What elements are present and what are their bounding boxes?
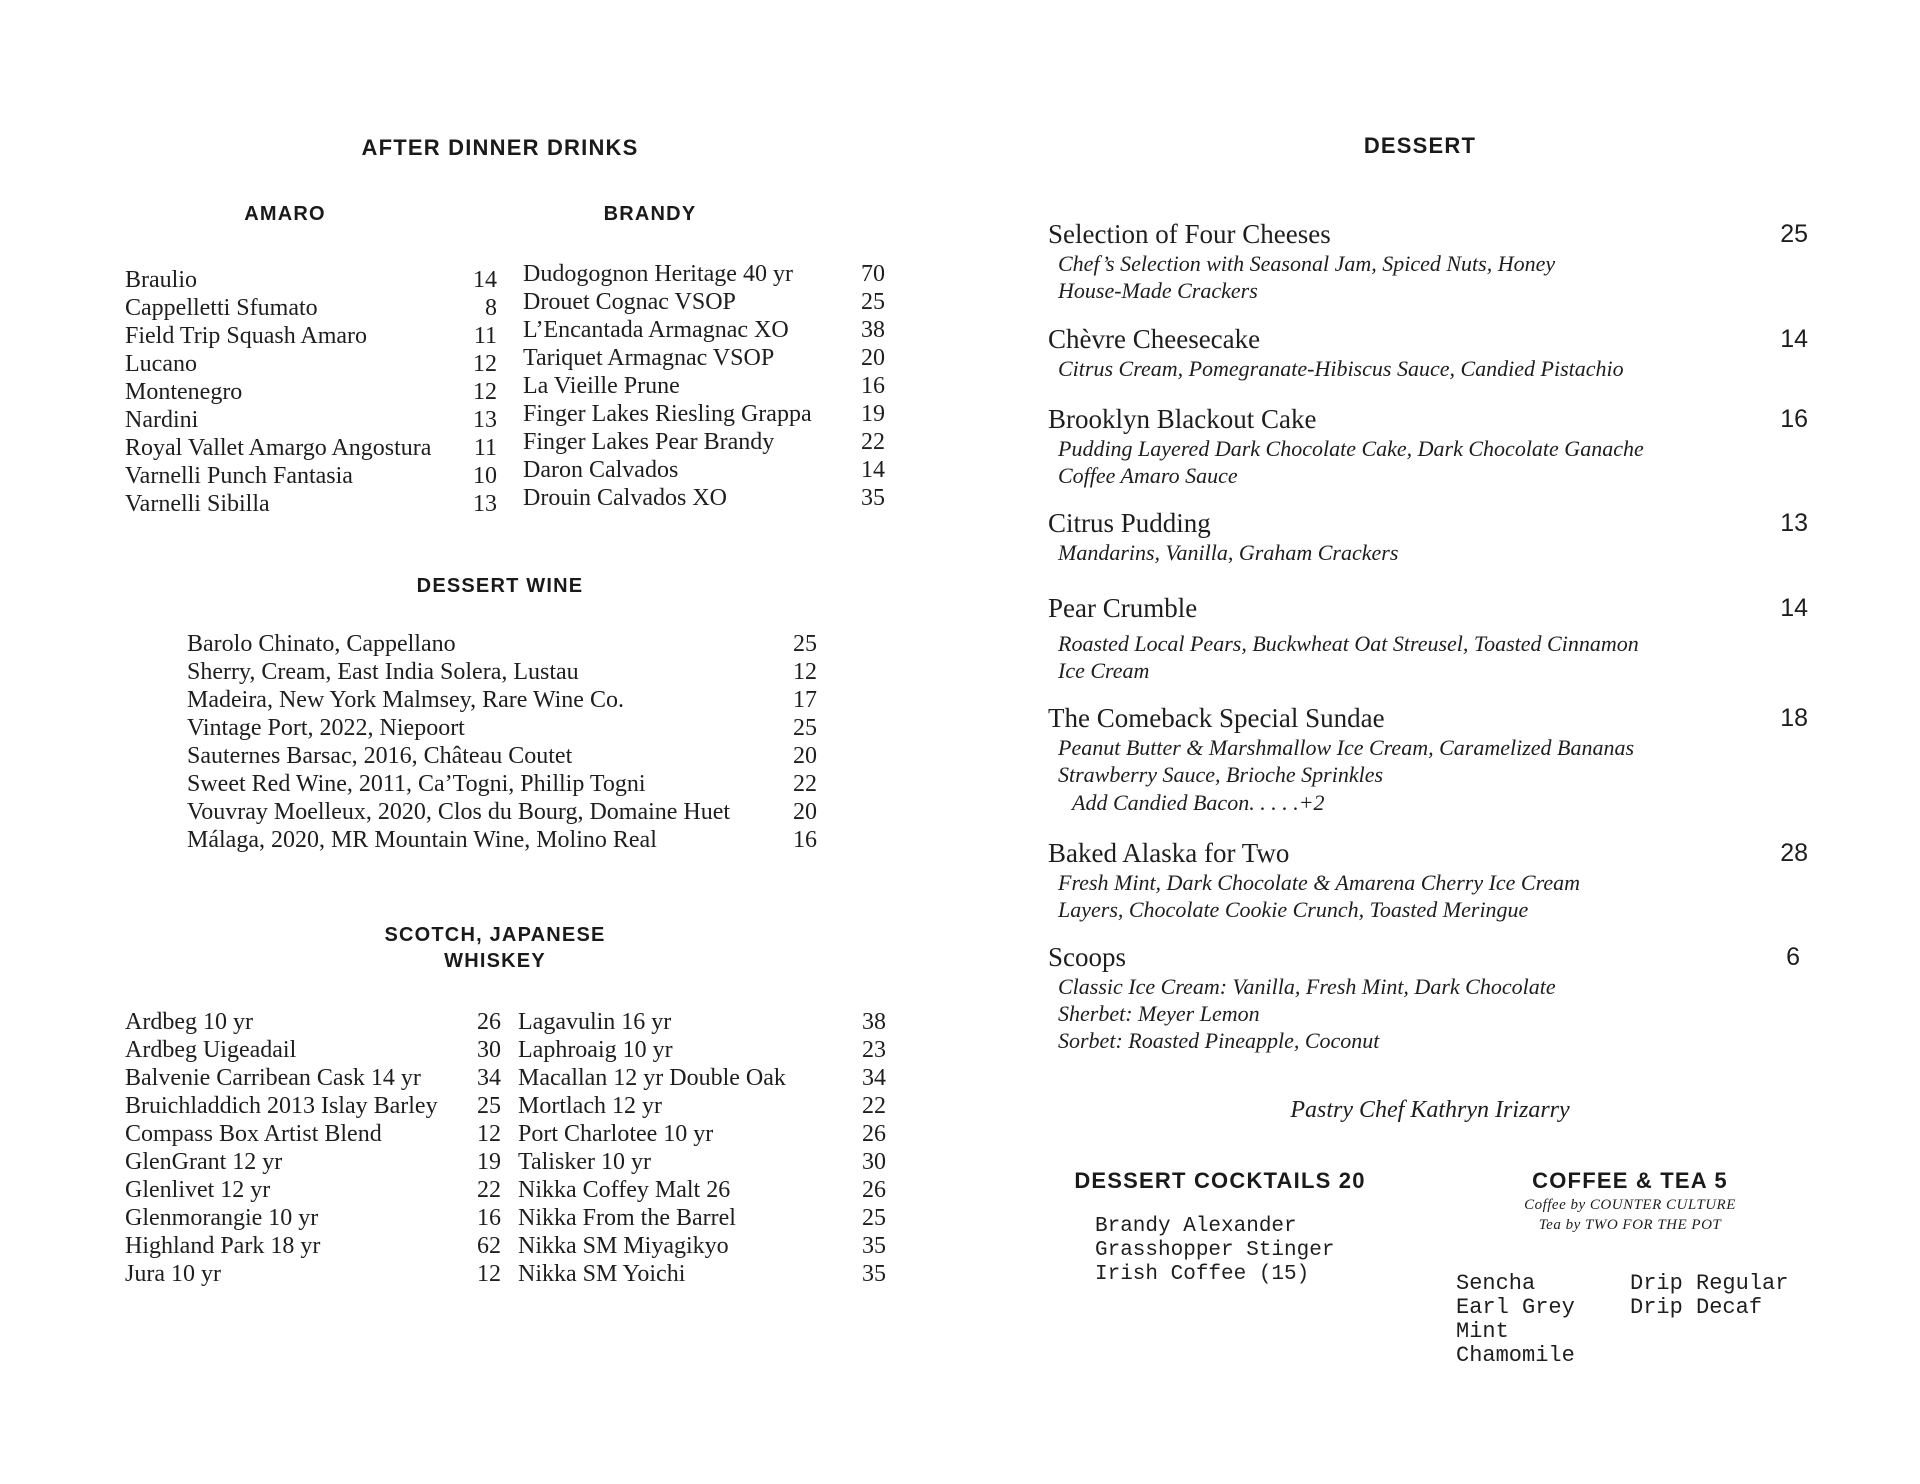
list-item: Ardbeg Uigeadail 30 [125, 1037, 501, 1063]
list-item: Macallan 12 yr Double Oak 34 [518, 1065, 886, 1091]
list-item: Vouvray Moelleux, 2020, Clos du Bourg, Domaine Huet 20 [187, 799, 817, 825]
list-item: Montenegro 12 [125, 379, 497, 405]
list-item: Balvenie Carribean Cask 14 yr 34 [125, 1065, 501, 1091]
dish-comeback-sundae: The Comeback Special Sundae 18 Peanut Butter & Marshmallow Ice Cream, Caramelized Bananas Strawberry Sauce, Brioche Sprinkles Add Candied Bacon. . . . .+2 [1048, 703, 1808, 815]
list-item: Bruichladdich 2013 Islay Barley 25 [125, 1093, 501, 1119]
list-item: L’Encantada Armagnac XO 38 [523, 317, 885, 343]
dessert-wine-list [187, 630, 817, 854]
list-item: Nardini 13 [125, 407, 497, 433]
list-item: Cappelletti Sfumato 8 [125, 295, 497, 321]
amaro-list [125, 266, 497, 518]
list-item: Sencha [1456, 1271, 1536, 1296]
dessert-cocktails-list [1095, 1215, 1334, 1287]
list-item: Nikka SM Yoichi 35 [518, 1261, 886, 1287]
list-item: Nikka SM Miyagikyo 35 [518, 1233, 886, 1259]
list-item: Drouet Cognac VSOP 25 [523, 289, 885, 315]
list-item: Finger Lakes Pear Brandy 22 [523, 429, 885, 455]
list-item: Lagavulin 16 yr 38 [518, 1009, 886, 1035]
list-item: Glenlivet 12 yr 22 [125, 1177, 501, 1203]
list-item: Jura 10 yr 12 [125, 1261, 501, 1287]
dessert-title: DESSERT [1363, 133, 1477, 158]
coffee-tea-heading: COFFEE & TEA 5 [1532, 1168, 1728, 1193]
list-item: Madeira, New York Malmsey, Rare Wine Co. 17 [187, 687, 817, 713]
list-item: La Vieille Prune 16 [523, 373, 885, 399]
dessert-wine-heading: DESSERT WINE [416, 575, 584, 597]
list-item: Lucano 12 [125, 351, 497, 377]
dish-scoops: Scoops 6 Classic Ice Cream: Vanilla, Fresh Mint, Dark Chocolate Sherbet: Meyer Lemon Sorbet: Roasted Pineapple, Coconut [1048, 942, 1800, 1053]
list-item: Sweet Red Wine, 2011, Ca’Togni, Phillip Togni 22 [187, 771, 817, 797]
list-item: Málaga, 2020, MR Mountain Wine, Molino Real 16 [187, 827, 817, 853]
scotch-heading: SCOTCH, JAPANESE WHISKEY [384, 924, 606, 972]
list-item: Compass Box Artist Blend 12 [125, 1121, 501, 1147]
list-item: Royal Vallet Amargo Angostura 11 [125, 435, 497, 461]
list-item: Vintage Port, 2022, Niepoort 25 [187, 715, 817, 741]
brandy-heading: BRANDY [603, 203, 697, 225]
brandy-list [523, 260, 885, 512]
coffee-list [1630, 1272, 1788, 1320]
list-item: Braulio 14 [125, 267, 497, 293]
list-item: Talisker 10 yr 30 [518, 1149, 886, 1175]
after-dinner-drinks-title: AFTER DINNER DRINKS [361, 135, 639, 160]
tea-list [1456, 1272, 1575, 1368]
list-item: Tariquet Armagnac VSOP 20 [523, 345, 885, 371]
list-item: Ardbeg 10 yr 26 [125, 1009, 501, 1035]
list-item: Drip Decaf [1630, 1295, 1763, 1320]
dish-citrus-pudding: Citrus Pudding 13 Mandarins, Vanilla, Graham Crackers [1048, 508, 1808, 565]
dish-pear-crumble: Pear Crumble 14 Roasted Local Pears, Buckwheat Oat Streusel, Toasted Cinnamon Ice Cream [1048, 593, 1808, 683]
list-item: Port Charlotee 10 yr 26 [518, 1121, 886, 1147]
list-item: Sauternes Barsac, 2016, Château Coutet 20 [187, 743, 817, 769]
list-item: Glenmorangie 10 yr 16 [125, 1205, 501, 1231]
list-item: Mint [1456, 1319, 1509, 1344]
list-item: Varnelli Sibilla 13 [125, 491, 497, 517]
list-item: Irish Coffee (15) [1095, 1263, 1310, 1286]
list-item: Grasshopper Stinger [1095, 1239, 1335, 1262]
list-item: Barolo Chinato, Cappellano 25 [187, 631, 817, 657]
list-item: Field Trip Squash Amaro 11 [125, 323, 497, 349]
amaro-heading: AMARO [244, 203, 326, 225]
dish-blackout-cake: Brooklyn Blackout Cake 16 Pudding Layered Dark Chocolate Cake, Dark Chocolate Ganache Coffee Amaro Sauce [1048, 404, 1808, 488]
dish-chevre-cheesecake: Chèvre Cheesecake 14 Citrus Cream, Pomegranate-Hibiscus Sauce, Candied Pistachio [1048, 324, 1808, 381]
list-item: Mortlach 12 yr 22 [518, 1093, 886, 1119]
list-item: Highland Park 18 yr 62 [125, 1233, 501, 1259]
scotch-list-col2 [518, 1008, 886, 1288]
dish-baked-alaska: Baked Alaska for Two 28 Fresh Mint, Dark Chocolate & Amarena Cherry Ice Cream Layers, Chocolate Cookie Crunch, Toasted Meringue [1048, 838, 1808, 922]
list-item: Daron Calvados 14 [523, 457, 885, 483]
list-item: Nikka From the Barrel 25 [518, 1205, 886, 1231]
list-item: Finger Lakes Riesling Grappa 19 [523, 401, 885, 427]
list-item: Varnelli Punch Fantasia 10 [125, 463, 497, 489]
list-item: Laphroaig 10 yr 23 [518, 1037, 886, 1063]
list-item: Brandy Alexander [1095, 1215, 1297, 1238]
pastry-chef-credit: Pastry Chef Kathryn Irizarry [1290, 1097, 1570, 1123]
list-item: Earl Grey [1456, 1295, 1575, 1320]
list-item: Dudogognon Heritage 40 yr 70 [523, 261, 885, 287]
list-item: Sherry, Cream, East India Solera, Lustau 12 [187, 659, 817, 685]
dish-four-cheeses: Selection of Four Cheeses 25 Chef’s Selection with Seasonal Jam, Spiced Nuts, Honey House-Made Crackers [1048, 219, 1808, 303]
scotch-list-col1 [125, 1008, 501, 1288]
list-item: GlenGrant 12 yr 19 [125, 1149, 501, 1175]
list-item: Chamomile [1456, 1343, 1575, 1368]
dessert-cocktails-heading: DESSERT COCKTAILS 20 [1074, 1168, 1366, 1193]
list-item: Drouin Calvados XO 35 [523, 485, 885, 511]
coffee-tea-credits: Coffee by COUNTER CULTURE Tea by TWO FOR THE POT [1524, 1197, 1736, 1233]
list-item: Drip Regular [1630, 1271, 1789, 1296]
list-item: Nikka Coffey Malt 26 26 [518, 1177, 886, 1203]
